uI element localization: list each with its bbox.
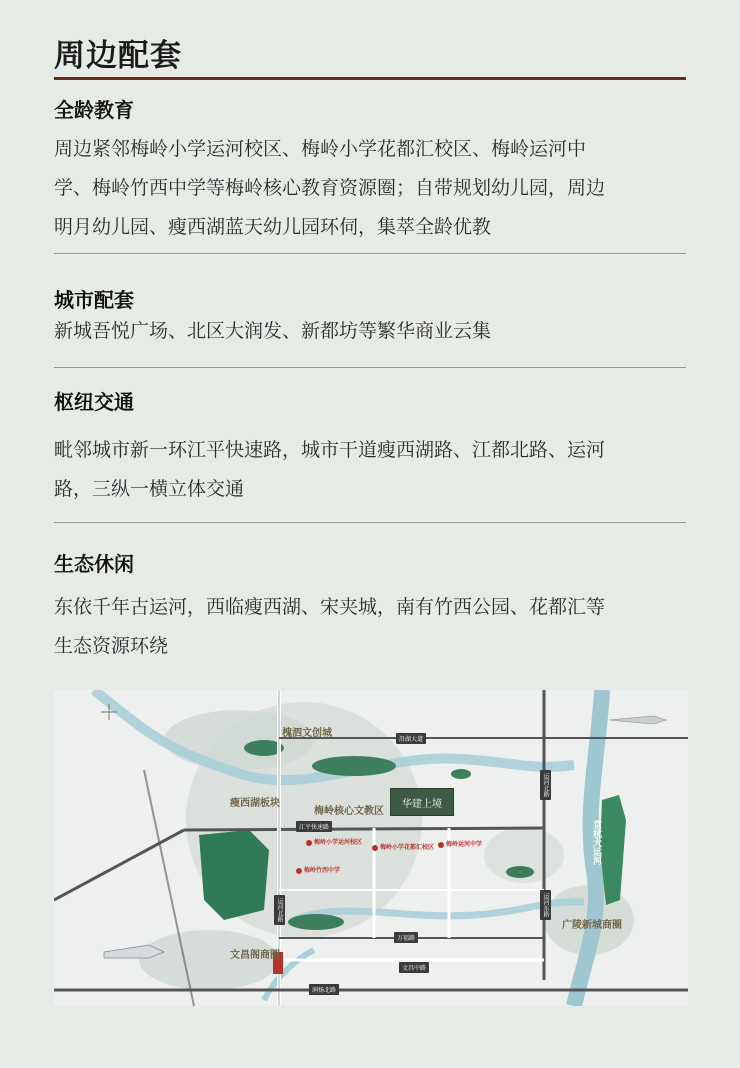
area-south-label: 文昌阁商圈 — [230, 950, 280, 961]
page-title: 周边配套 — [54, 38, 182, 74]
canal-label: 京杭大运河 — [591, 820, 601, 865]
section-body-ecology — [54, 588, 694, 666]
project-name: 华建上境 — [402, 798, 442, 810]
road-yunhe: 运河北路 — [540, 770, 551, 800]
area-east-label: 广陵新城商圈 — [562, 920, 622, 931]
road-yunhe-east: 运河东路 — [540, 890, 551, 920]
school-label: 梅岭小学运河校区 — [314, 839, 363, 846]
location-map — [54, 690, 688, 1006]
body-line: 生态资源环绕 — [54, 635, 169, 657]
section-body-education — [54, 130, 694, 247]
body-line: 周边紧邻梅岭小学运河校区、梅岭小学花都汇校区、梅岭运河中 — [54, 138, 587, 160]
road-wanfu: 万福路 — [394, 932, 418, 943]
school-marker — [372, 845, 378, 851]
school-label: 梅岭竹西中学 — [304, 867, 341, 874]
section-heading-education: 全龄教育 — [54, 98, 134, 122]
body-line: 学、梅岭竹西中学等梅岭核心教育资源圈；自带规划幼儿园，周边 — [54, 177, 606, 199]
section-divider — [54, 253, 686, 254]
road-wenchang: 文昌中路 — [399, 962, 429, 973]
body-line: 东依千年古运河，西临瘦西湖、宋夹城，南有竹西公园、花都汇等 — [54, 596, 606, 618]
body-line: 明月幼儿园、瘦西湖蓝天幼儿园环伺，集萃全龄优教 — [54, 216, 492, 238]
area-north-label: 槐泗文创城 — [282, 728, 332, 739]
school-marker — [306, 840, 312, 846]
section-heading-transport: 枢纽交通 — [54, 390, 134, 414]
body-line: 新城吾悦广场、北区大润发、新都坊等繁华商业云集 — [54, 320, 492, 342]
road-jiangping: 江平快速路 — [296, 821, 332, 832]
section-divider — [54, 367, 686, 368]
area-core-label: 梅岭核心文教区 — [314, 806, 384, 817]
section-body-transport — [54, 431, 694, 509]
area-west-label: 瘦西湖板块 — [230, 798, 280, 809]
title-divider — [54, 77, 686, 80]
section-divider — [54, 522, 686, 523]
road-guazhou: 运河北路 — [274, 895, 285, 925]
school-label: 梅岭运河中学 — [446, 841, 483, 848]
body-line: 路，三纵一横立体交通 — [54, 478, 245, 500]
project-marker — [390, 788, 454, 816]
road-wangpu: 沿湖大道 — [396, 733, 426, 744]
section-heading-city: 城市配套 — [54, 288, 134, 312]
section-heading-ecology: 生态休闲 — [54, 552, 134, 576]
body-line: 毗邻城市新一环江平快速路，城市干道瘦西湖路、江都北路、运河 — [54, 439, 606, 461]
school-marker — [296, 868, 302, 874]
road-runyang: 润扬北路 — [309, 984, 339, 995]
school-marker — [438, 842, 444, 848]
school-label: 梅岭小学花都汇校区 — [380, 844, 435, 851]
section-body-city — [54, 312, 694, 351]
